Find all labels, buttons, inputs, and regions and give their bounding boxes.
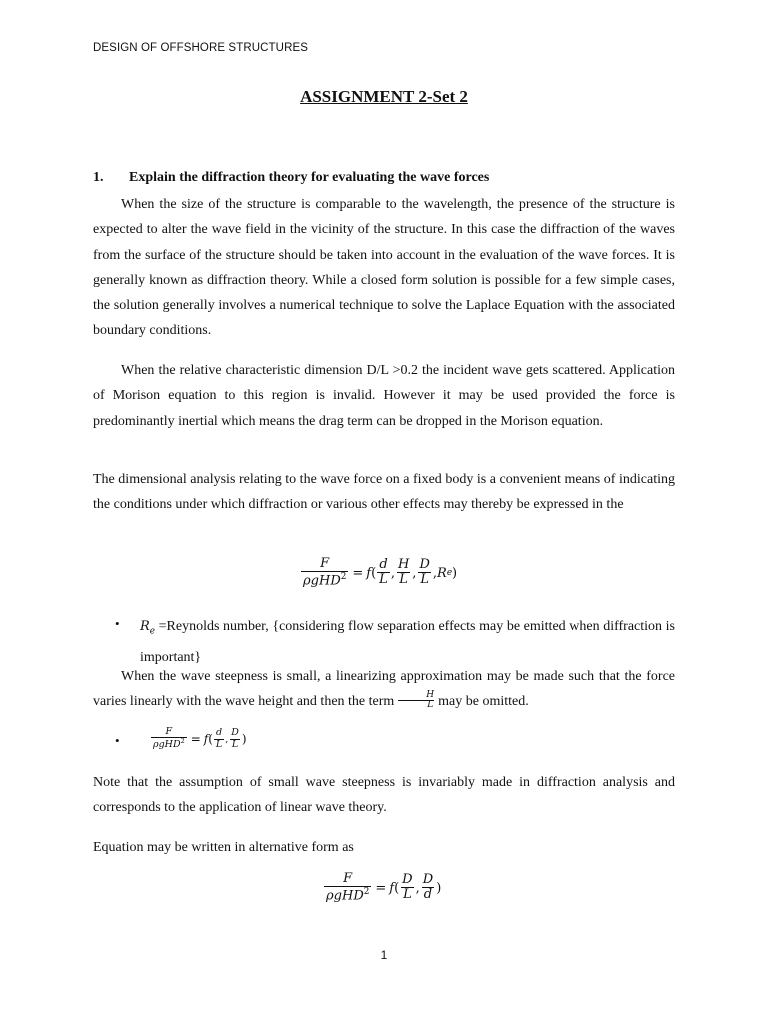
reynolds-symbol: R	[140, 619, 150, 634]
equation-force-general	[300, 557, 457, 590]
equals-sign: =	[190, 732, 201, 747]
numerator-d: d	[379, 557, 388, 573]
numerator-dd: D	[419, 557, 430, 573]
comma: ,	[390, 565, 395, 581]
page-title	[0, 87, 768, 107]
reynolds-inline	[140, 619, 156, 637]
question-number: 1.	[93, 170, 104, 185]
numerator-f: F	[165, 726, 173, 737]
ghd-symbol: gHD	[333, 888, 364, 904]
numerator-dd: D	[422, 872, 434, 888]
close-paren: )	[241, 732, 247, 747]
denominator-l: L	[231, 738, 239, 750]
fraction-force	[151, 727, 187, 752]
function-f: f	[203, 732, 209, 747]
fraction-dd-over-l	[417, 558, 431, 588]
fraction-dd-over-l	[400, 873, 414, 903]
denominator-rhoghd2	[324, 886, 371, 904]
denominator-l: L	[403, 887, 412, 903]
denominator-l: L	[420, 572, 429, 588]
denominator-l: L	[398, 700, 434, 710]
bullet-reynolds-body: =Reynolds number, {considering flow separation effects may be emitted when diffraction is important}	[140, 619, 675, 665]
paragraph-alternative-form: Equation may be written in alternative form as	[93, 840, 354, 855]
rho-symbol: ρ	[153, 739, 159, 751]
bullet-reynolds-text	[140, 614, 675, 670]
subscript-e: e	[446, 568, 453, 579]
denominator-l: L	[399, 572, 408, 588]
denominator-d: d	[423, 887, 433, 903]
function-f: f	[389, 880, 395, 896]
numerator-d: d	[216, 727, 223, 739]
numerator-f: F	[320, 556, 330, 571]
function-f: f	[366, 565, 372, 581]
denominator-rhoghd2	[151, 737, 187, 751]
fraction-force	[301, 557, 348, 590]
equals-sign: =	[352, 565, 364, 581]
comma: ,	[225, 733, 229, 745]
page-number: 1	[380, 948, 388, 962]
comma: ,	[432, 565, 438, 581]
equation-force-alternative	[323, 872, 441, 905]
paragraph-wave-steepness	[93, 664, 675, 715]
fraction-dd-over-l	[229, 728, 241, 750]
equation-force-linear	[150, 727, 247, 752]
close-paren: )	[452, 565, 458, 581]
running-header: DESIGN OF OFFSHORE STRUCTURES	[93, 42, 309, 54]
reynolds-symbol: R	[437, 565, 447, 581]
fraction-d-over-l	[377, 558, 390, 588]
question-heading	[93, 170, 489, 186]
open-paren: (	[394, 880, 400, 896]
ghd-symbol: gHD	[158, 739, 181, 751]
equals-sign: =	[375, 880, 387, 896]
exponent-two: 2	[340, 572, 347, 583]
numerator-h: H	[426, 689, 435, 700]
fraction-h-over-l	[396, 558, 411, 588]
bullet-marker: •	[115, 733, 120, 748]
ghd-symbol: gHD	[310, 573, 341, 589]
fraction-force	[324, 872, 371, 905]
comma: ,	[412, 565, 417, 581]
fraction-dd-over-d	[421, 873, 435, 903]
denominator-l: L	[215, 738, 223, 750]
comma: ,	[415, 880, 420, 896]
close-paren: )	[436, 880, 442, 896]
open-paren: (	[208, 732, 213, 747]
exponent-two: 2	[363, 887, 370, 898]
numerator-dd: D	[231, 727, 239, 739]
fraction-d-over-l	[214, 728, 224, 750]
bullet-marker: •	[115, 616, 120, 631]
fraction-h-over-l-inline	[397, 691, 435, 710]
rho-symbol: ρ	[303, 573, 311, 589]
denominator-l: L	[379, 572, 388, 588]
paragraph-small-steepness-note: Note that the assumption of small wave steepness is invariably made in diffraction analysis and corresponds to the application of linear wave theory.	[93, 775, 675, 816]
paragraph-relative-dimension: When the relative characteristic dimension D/L >0.2 the incident wave gets scattered. Application of Morison equation to this region is invalid. However it may be used provided the force is predominantly inertial which means the drag term can be dropped in the Morison equation.	[93, 363, 675, 429]
open-paren: (	[371, 565, 377, 581]
paragraph-dimensional-analysis: The dimensional analysis relating to the wave force on a fixed body is a convenient means of indicating the conditions under which diffraction or various other effects may thereby be expressed in the	[93, 472, 675, 513]
numerator-h: H	[397, 557, 410, 573]
denominator-rhoghd2	[301, 571, 348, 589]
title-text: ASSIGNMENT 2-Set 2	[300, 87, 468, 106]
paragraph-diffraction-intro: When the size of the structure is comparable to the wavelength, the presence of the structure is expected to alter the wave field in the vicinity of the structure. In this case the diffraction of the waves from the surface of the structure should be taken into account in the evaluation of the wave forces. It is generally known as diffraction theory. While a closed form solution is possible for a few simple cases, the solution generally involves a numerical technique to solve the Laplace Equation with the associated boundary conditions.	[93, 197, 675, 339]
numerator-f: F	[343, 871, 353, 886]
rho-symbol: ρ	[326, 888, 334, 904]
steepness-text-before: When the wave steepness is small, a linearizing approximation may be made such that the force varies linearly with the wave height and then the term	[93, 669, 675, 710]
subscript-e: e	[149, 626, 156, 637]
question-text: Explain the diffraction theory for evaluating the wave forces	[129, 170, 490, 185]
numerator-dd: D	[402, 872, 413, 888]
exponent-two: 2	[180, 737, 185, 746]
steepness-text-after: may be omitted.	[438, 694, 529, 710]
